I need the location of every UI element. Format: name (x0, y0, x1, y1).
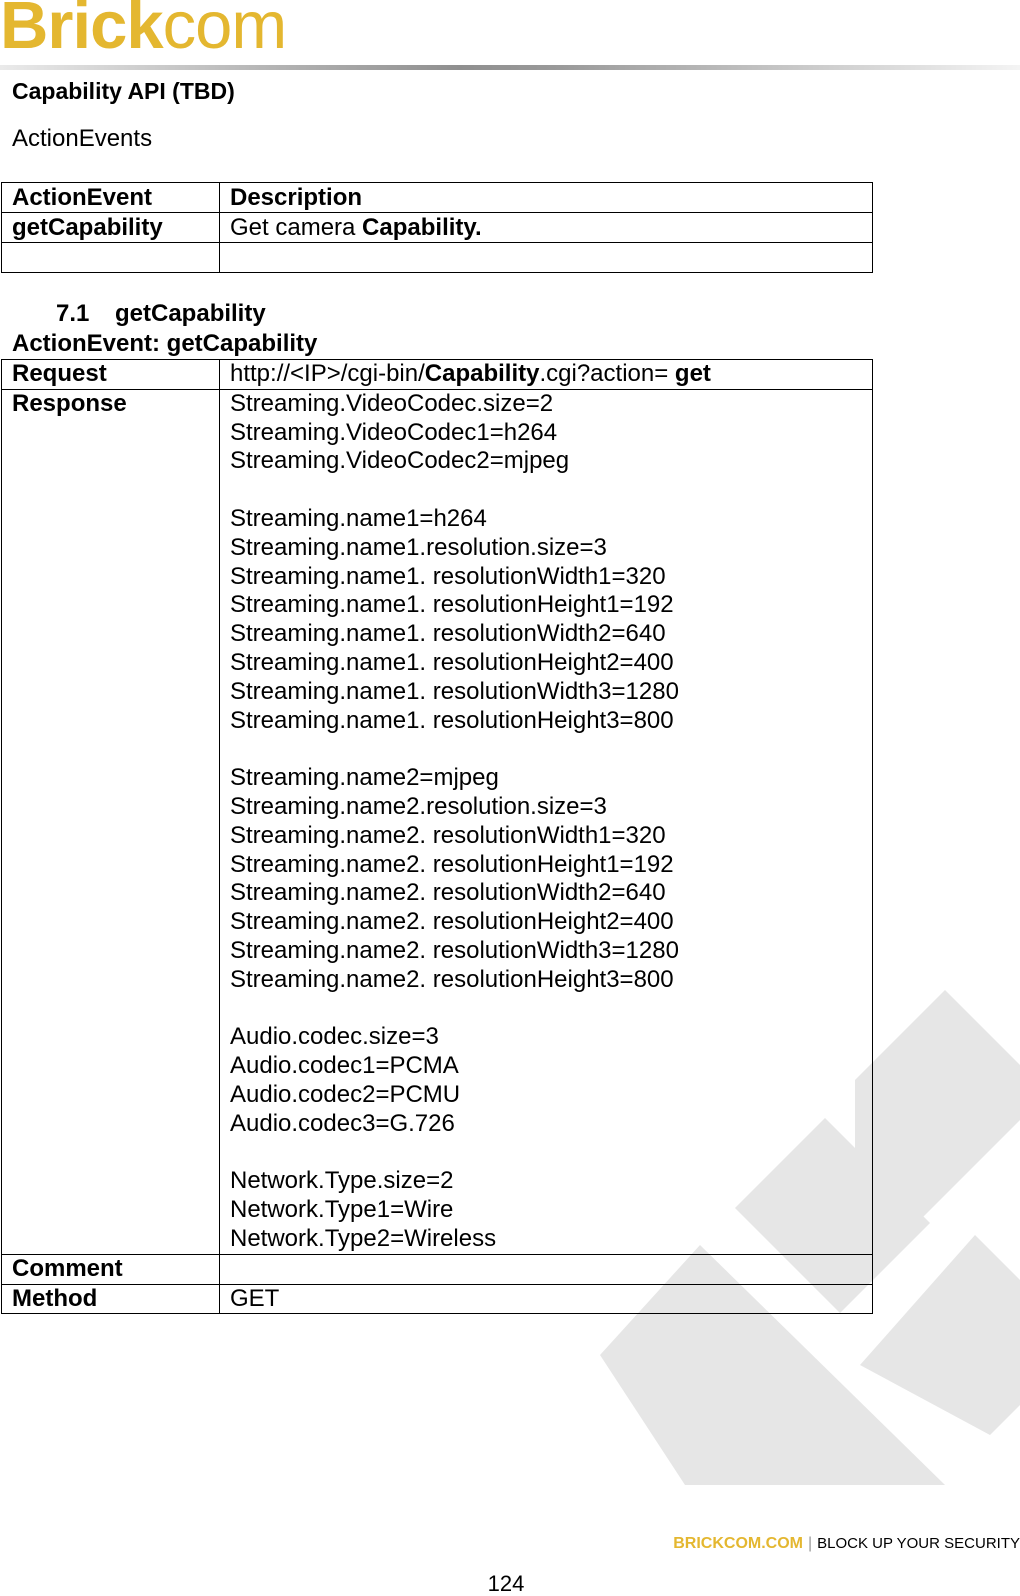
actionevents-subheading: ActionEvents (12, 125, 153, 152)
response-line: Streaming.VideoCodec.size=2 (230, 389, 554, 417)
actionevent-label: ActionEvent: getCapability (12, 330, 318, 357)
comment-row (2, 1254, 873, 1284)
actionevents-table (1, 182, 873, 273)
header-cell-description: Description (220, 183, 873, 213)
response-blank-line (230, 995, 862, 1024)
response-line: Streaming.name2. resolutionWidth1=320 (230, 821, 666, 849)
response-line: Streaming.name1. resolutionWidth2=640 (230, 620, 666, 648)
response-line: Streaming.name2. resolutionHeight2=400 (230, 908, 674, 936)
empty-cell (220, 243, 873, 273)
empty-cell (2, 243, 220, 273)
comment-value (220, 1254, 873, 1284)
response-blank-line (230, 1139, 862, 1168)
response-label: Response (2, 389, 220, 1254)
footer-brand (673, 1534, 1020, 1554)
table-row (2, 213, 873, 243)
response-line: Streaming.name1=h264 (230, 504, 487, 532)
capability-detail-table (1, 359, 873, 1314)
response-line: Streaming.name1.resolution.size=3 (230, 533, 607, 561)
method-label: Method (2, 1284, 220, 1314)
response-line: Audio.codec2=PCMU (230, 1080, 461, 1108)
page-header (0, 0, 1020, 70)
comment-label: Comment (2, 1254, 220, 1284)
response-line: Streaming.name1. resolutionHeight2=400 (230, 648, 674, 676)
response-line: Audio.codec.size=3 (230, 1023, 439, 1051)
response-line: Network.Type2=Wireless (230, 1224, 497, 1252)
footer-site-link[interactable]: BRICKCOM.COM (673, 1535, 803, 1552)
page-number: 124 (487, 1571, 525, 1596)
response-line: Streaming.name1. resolutionWidth3=1280 (230, 677, 679, 705)
response-body (220, 389, 873, 1254)
brickcom-logo: Brickcom (0, 0, 287, 63)
response-blank-line (230, 476, 862, 505)
event-name-cell: getCapability (2, 213, 220, 243)
header-divider (0, 65, 1020, 70)
method-value: GET (220, 1284, 873, 1314)
method-row (2, 1284, 873, 1314)
response-line: Network.Type1=Wire (230, 1196, 454, 1224)
request-label: Request (2, 360, 220, 390)
response-line: Audio.codec1=PCMA (230, 1052, 459, 1080)
table-header-row (2, 183, 873, 213)
event-description-cell: Get camera Capability. (220, 213, 873, 243)
response-line: Streaming.name2=mjpeg (230, 764, 499, 792)
footer-slogan: BLOCK UP YOUR SECURITY (817, 1535, 1020, 1552)
section-title: getCapability (115, 300, 266, 327)
response-line: Network.Type.size=2 (230, 1167, 454, 1195)
response-line: Streaming.name1. resolutionWidth1=320 (230, 562, 666, 590)
section-number: 7.1 (56, 300, 90, 327)
request-url: http://<IP>/cgi-bin/Capability.cgi?action= get (220, 360, 873, 390)
footer-separator: | (808, 1535, 813, 1552)
response-line: Streaming.VideoCodec2=mjpeg (230, 447, 570, 475)
response-row (2, 389, 873, 1254)
response-line: Streaming.name1. resolutionHeight1=192 (230, 591, 674, 619)
table-row-empty (2, 243, 873, 273)
header-cell-actionevent: ActionEvent (2, 183, 220, 213)
response-line: Streaming.name2. resolutionHeight1=192 (230, 850, 674, 878)
response-line: Streaming.VideoCodec1=h264 (230, 418, 558, 446)
response-line: Streaming.name2.resolution.size=3 (230, 792, 607, 820)
request-row (2, 360, 873, 390)
page-title: Capability API (TBD) (12, 78, 235, 104)
response-blank-line (230, 735, 862, 764)
response-line: Streaming.name2. resolutionWidth3=1280 (230, 936, 679, 964)
response-line: Streaming.name2. resolutionWidth2=640 (230, 879, 666, 907)
response-line: Streaming.name1. resolutionHeight3=800 (230, 706, 674, 734)
response-line: Audio.codec3=G.726 (230, 1109, 455, 1137)
response-line: Streaming.name2. resolutionHeight3=800 (230, 965, 674, 993)
